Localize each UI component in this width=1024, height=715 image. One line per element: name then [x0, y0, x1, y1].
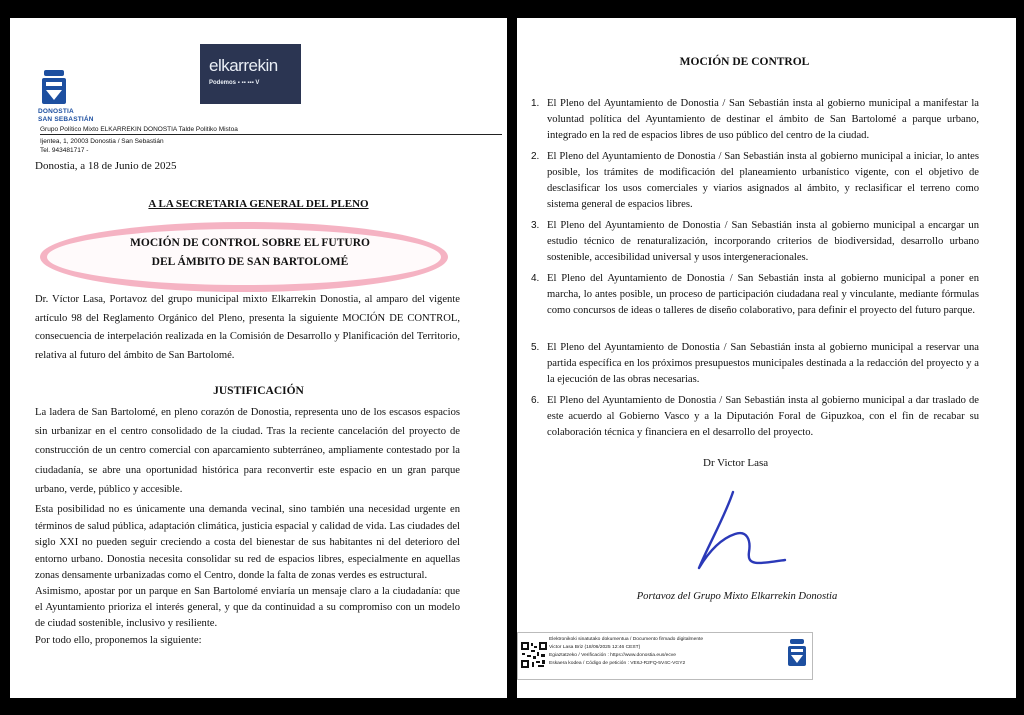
motion-title-line-1: MOCIÓN DE CONTROL SOBRE EL FUTURO	[130, 237, 370, 249]
item-text: El Pleno del Ayuntamiento de Donostia / San Sebastián insta al gobierno municipal a dar traslado de este acuerdo al Gobierno Vasco y a la Diputación Foral de Gipuzkoa, con el fin de recabar su colaboración técnica y financiera en el desarrollo del proyecto.	[547, 395, 979, 439]
justification-paragraph-3: Asimismo, apostar por un parque en San Bartolomé enviaría un mensaje claro a la ciudadanía: que el Ayuntamiento prioriza el interés general, y que da continuidad a su compromiso con un modelo de ciudad sostenible, inclusivo y resiliente.	[35, 586, 460, 629]
item-number: 1.	[531, 98, 540, 109]
stamp-line: Eskaera kodea / Código de petición : VE6J-R2FQ-5V4C-VGY2	[549, 661, 686, 666]
item-text: El Pleno del Ayuntamiento de Donostia / San Sebastián insta al gobierno municipal a reservar una partida específica en los próximos presupuestos municipales destinada a la redacción del proyecto y a la ejecución de las obras necesarias.	[547, 342, 979, 386]
item-number: 6.	[531, 395, 540, 406]
document-date: Donostia, a 18 de Junio de 2025	[35, 160, 177, 172]
closing-line: Por todo ello, proponemos la siguiente:	[35, 635, 202, 646]
elkarrekin-logo-text: elkarrekin	[209, 56, 278, 75]
logo-text-line: DONOSTIA	[38, 108, 74, 115]
elkarrekin-logo-subtext: Podemos ▪ ▪▪ ▪▪▪ V	[209, 80, 260, 86]
group-header: Grupo Político Mixto ELKARREKIN DONOSTIA Talde Politiko Mistoa	[40, 126, 238, 133]
item-number: 3.	[531, 220, 540, 231]
handwritten-signature	[695, 486, 790, 576]
address-line: Ijentea, 1, 20003 Donostia / San Sebastián	[40, 138, 164, 145]
stamp-line: Victor Lasa Briz (18/06/2025 12:46 CEST)	[549, 645, 641, 650]
logo-text-line: SAN SEBASTIÁN	[38, 116, 94, 123]
stamp-text	[549, 636, 703, 668]
item-text: El Pleno del Ayuntamiento de Donostia / San Sebastián insta al gobierno municipal a encargar un estudio técnico de renaturalización, incorporando criterios de biodiversidad, desarrollo urbano sostenible, accesibilidad universal y usos intergeneracionales.	[547, 220, 979, 264]
stamp-line: Egiaztatzeko / Verificación : https://www.donostia.eus/ecve	[549, 653, 676, 658]
item-number: 5.	[531, 342, 540, 353]
elkarrekin-logo	[200, 44, 301, 104]
digital-signature-stamp	[517, 632, 813, 680]
donostia-crest-icon	[786, 637, 808, 671]
document-page-right	[517, 18, 1016, 698]
qr-code-icon	[520, 637, 548, 673]
item-number: 4.	[531, 273, 540, 284]
recipient-heading: A LA SECRETARIA GENERAL DEL PLENO	[148, 198, 369, 210]
header-divider	[40, 134, 502, 135]
justification-heading: JUSTIFICACIÓN	[213, 385, 304, 397]
phone-line: Tel. 943481717 -	[40, 146, 89, 154]
justification-paragraph-2: Esta posibilidad no es únicamente una demanda vecinal, sino también una necesidad urgente en términos de salud pública, adaptación climática, justicia espacial y calidad de vida. Las ciudades del siglo XXI no pueden seguir creciendo a costa del bienestar de sus habitantes ni del deterioro del entorno urbano. Donostia necesita consolidar su red de espacios libres, especialmente en aquellas zonas densamente urbanizadas como el Centro, donde la falta de zonas verdes es estructural.	[35, 504, 460, 581]
stamp-line: Elektronikoki sinatutako dokumentua / Documento firmado digitalmente	[549, 637, 704, 642]
donostia-logo-text	[38, 108, 94, 124]
signer-name: Dr Victor Lasa	[703, 457, 769, 469]
donostia-logo	[38, 68, 128, 128]
group-address	[40, 138, 164, 155]
donostia-crest-icon	[38, 68, 70, 108]
item-number: 2.	[531, 151, 540, 162]
motion-heading: MOCIÓN DE CONTROL	[679, 56, 810, 68]
item-text: El Pleno del Ayuntamiento de Donostia / San Sebastián insta al gobierno municipal a poner en marcha, lo antes posible, un proceso de participación ciudadana real y vinculante, mediante fórmulas como concursos de ideas o talleres de diseño colaborativo, para definir el proyecto del futuro parque.	[547, 273, 979, 317]
signer-role: Portavoz del Grupo Mixto Elkarrekin Donostia	[636, 591, 838, 602]
item-text: El Pleno del Ayuntamiento de Donostia / San Sebastián insta al gobierno municipal a iniciar, lo antes posible, los trámites de modificación del planeamiento urbanístico vigente, con el objetivo de desclasificar los usos comerciales y viarios asignados al ámbito, y reclasificar el terreno como sistema general de espacios libres.	[547, 151, 979, 211]
justification-paragraph-1: La ladera de San Bartolomé, en pleno corazón de Donostia, representa uno de los escasos espacios sin urbanizar en el centro consolidado de la ciudad. Tras la reciente cancelación del proyecto de construcción de un centro comercial con aparcamiento subterráneo, ampliamente contestado por la ciudadanía, se abre una oportunidad histórica para reconvertir este espacio en un gran parque urbano, verde, público y accesible.	[35, 407, 460, 495]
document-page-left	[10, 18, 507, 698]
motion-title-line-2: DEL ÁMBITO DE SAN BARTOLOMÉ	[151, 256, 349, 268]
item-text: El Pleno del Ayuntamiento de Donostia / San Sebastián insta al gobierno municipal a manifestar la voluntad política del Ayuntamiento de destinar el ámbito de San Bartolomé a parque urbano, integrado en la red de espacios libres de uso público del centro de la ciudad.	[547, 98, 979, 142]
intro-paragraph: Dr. Víctor Lasa, Portavoz del grupo municipal mixto Elkarrekin Donostia, al amparo del vigente artículo 98 del Reglamento Orgánico del Pleno, presenta la siguiente MOCIÓN DE CONTROL, consecuencia de interpelación realizada en la Comisión de Desarrollo y Planificación del Territorio, relativa al futuro del ámbito de San Bartolomé.	[35, 294, 460, 362]
